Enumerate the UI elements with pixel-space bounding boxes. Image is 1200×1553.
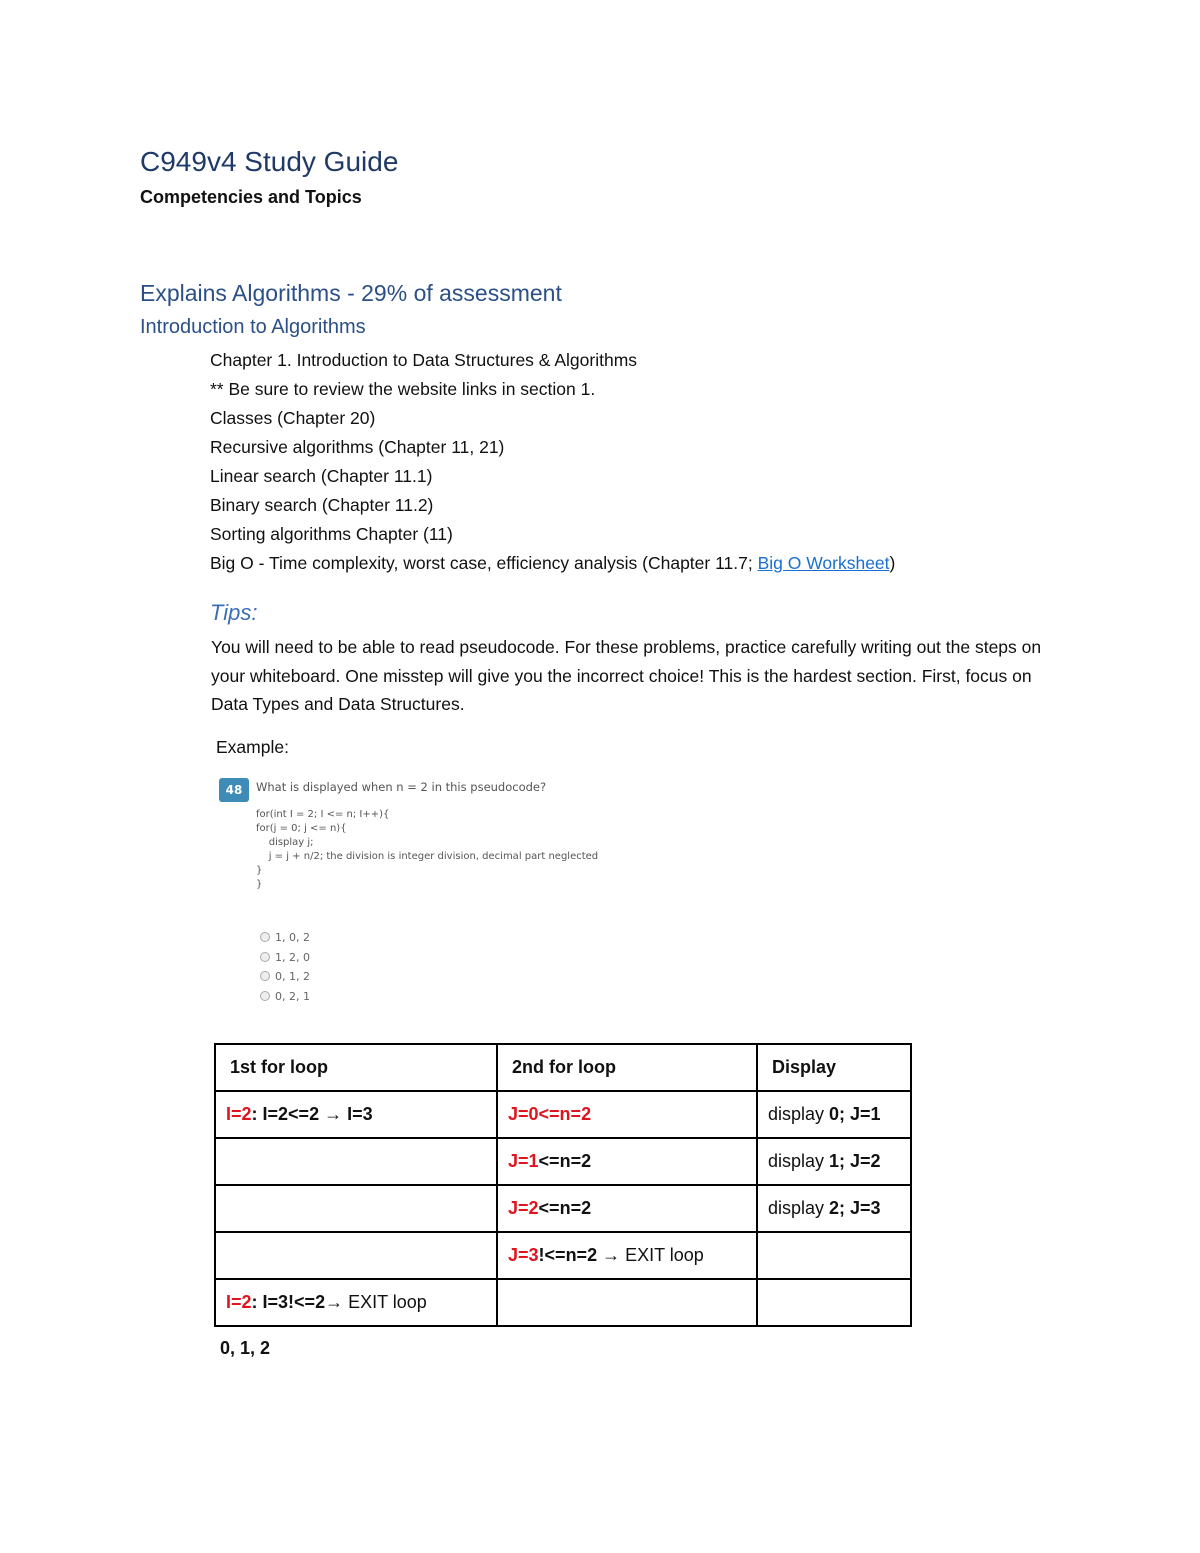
first-loop-cell	[215, 1232, 497, 1279]
cell-text: : I=2<=2 → I=3	[251, 1104, 373, 1124]
example-question-screenshot	[218, 773, 638, 1008]
section-heading: Explains Algorithms - 29% of assessment	[140, 280, 562, 306]
answer-option[interactable]	[260, 967, 310, 987]
topic-item: Recursive algorithms (Chapter 11, 21)	[210, 437, 505, 457]
display-prefix: display	[768, 1104, 830, 1124]
display-cell	[757, 1185, 911, 1232]
table-row	[215, 1091, 911, 1138]
var-red: I=2	[226, 1292, 252, 1312]
answer-option[interactable]	[260, 928, 310, 948]
second-loop-cell	[497, 1279, 757, 1326]
var-red: J=3	[508, 1245, 539, 1265]
display-value: 0; J=1	[829, 1104, 881, 1124]
topic-item-bigo	[210, 549, 895, 578]
header-second-loop: 2nd for loop	[497, 1044, 757, 1091]
question-number-badge: 48	[219, 778, 249, 802]
answer-option-label: 0, 1, 2	[275, 970, 310, 983]
display-cell	[757, 1091, 911, 1138]
tips-heading: Tips:	[210, 600, 258, 625]
second-loop-cell	[497, 1185, 757, 1232]
section-subheading: Introduction to Algorithms	[140, 316, 366, 338]
topic-item: Classes (Chapter 20)	[210, 408, 376, 428]
table-row	[215, 1279, 911, 1326]
big-o-worksheet-link[interactable]: Big O Worksheet	[757, 553, 890, 573]
second-loop-cell	[497, 1232, 757, 1279]
bigo-prefix: Big O - Time complexity, worst case, efficiency analysis (Chapter 11.7;	[210, 553, 758, 573]
display-cell	[757, 1232, 911, 1279]
radio-icon[interactable]	[260, 991, 270, 1001]
header-display: Display	[757, 1044, 911, 1091]
cell-text: !<=n=2	[538, 1245, 598, 1265]
question-text: What is displayed when n = 2 in this pseudocode?	[256, 780, 547, 794]
radio-icon[interactable]	[260, 932, 270, 942]
topic-list	[210, 346, 895, 578]
display-cell	[757, 1279, 911, 1326]
cell-text: <=n=2	[538, 1151, 592, 1171]
answer-option-label: 0, 2, 1	[275, 989, 310, 1003]
second-loop-cell	[497, 1138, 757, 1185]
trace-table	[214, 1043, 912, 1327]
var-red: I=2	[226, 1104, 252, 1124]
table-row	[215, 1232, 911, 1279]
bigo-suffix: )	[889, 553, 896, 573]
trace-result: 0, 1, 2	[220, 1338, 271, 1358]
table-row	[215, 1138, 911, 1185]
document-subtitle: Competencies and Topics	[140, 187, 362, 207]
answer-option[interactable]	[260, 948, 310, 968]
answer-options	[260, 928, 310, 1006]
example-label: Example:	[216, 737, 289, 757]
display-prefix: display	[768, 1198, 830, 1218]
cell-exit-text: → EXIT loop	[597, 1245, 704, 1265]
answer-option-label: 1, 2, 0	[275, 950, 310, 964]
topic-item: Linear search (Chapter 11.1)	[210, 466, 433, 486]
answer-option[interactable]	[260, 987, 310, 1007]
document-title: C949v4 Study Guide	[140, 146, 399, 177]
first-loop-cell	[215, 1279, 497, 1326]
cell-exit-text: EXIT loop	[343, 1292, 427, 1312]
display-cell	[757, 1138, 911, 1185]
first-loop-cell	[215, 1185, 497, 1232]
header-first-loop: 1st for loop	[215, 1044, 497, 1091]
topic-item: ** Be sure to review the website links in section 1.	[210, 379, 596, 399]
cell-text: : I=3!<=2→	[251, 1292, 344, 1312]
first-loop-cell	[215, 1138, 497, 1185]
trace-table-header-row	[215, 1044, 911, 1091]
first-loop-cell	[215, 1091, 497, 1138]
display-value: 1; J=2	[829, 1151, 881, 1171]
pseudocode-block: for(int I = 2; I <= n; I++){ for(j = 0; j <= n){ display j; j = j + n/2; the division is integer division, decimal part neglected } }	[256, 809, 599, 890]
second-loop-cell	[497, 1091, 757, 1138]
table-row	[215, 1185, 911, 1232]
var-red: J=0<=n=2	[508, 1104, 592, 1124]
var-red: J=1	[508, 1151, 539, 1171]
tips-body: You will need to be able to read pseudocode. For these problems, practice carefully writing out the steps on your whiteboard. One misstep will give you the incorrect choice! This is the hardest section. First, focus on Data Types and Data Structures.	[211, 637, 1042, 714]
answer-option-label: 1, 0, 2	[275, 931, 310, 944]
var-red: J=2	[508, 1198, 539, 1218]
display-prefix: display	[768, 1151, 830, 1171]
radio-icon[interactable]	[260, 971, 270, 981]
display-value: 2; J=3	[829, 1198, 881, 1218]
topic-item: Sorting algorithms Chapter (11)	[210, 524, 453, 544]
radio-icon[interactable]	[260, 952, 270, 962]
cell-text: <=n=2	[538, 1198, 592, 1218]
topic-item: Binary search (Chapter 11.2)	[210, 495, 434, 515]
topic-item: Chapter 1. Introduction to Data Structures & Algorithms	[210, 350, 638, 370]
